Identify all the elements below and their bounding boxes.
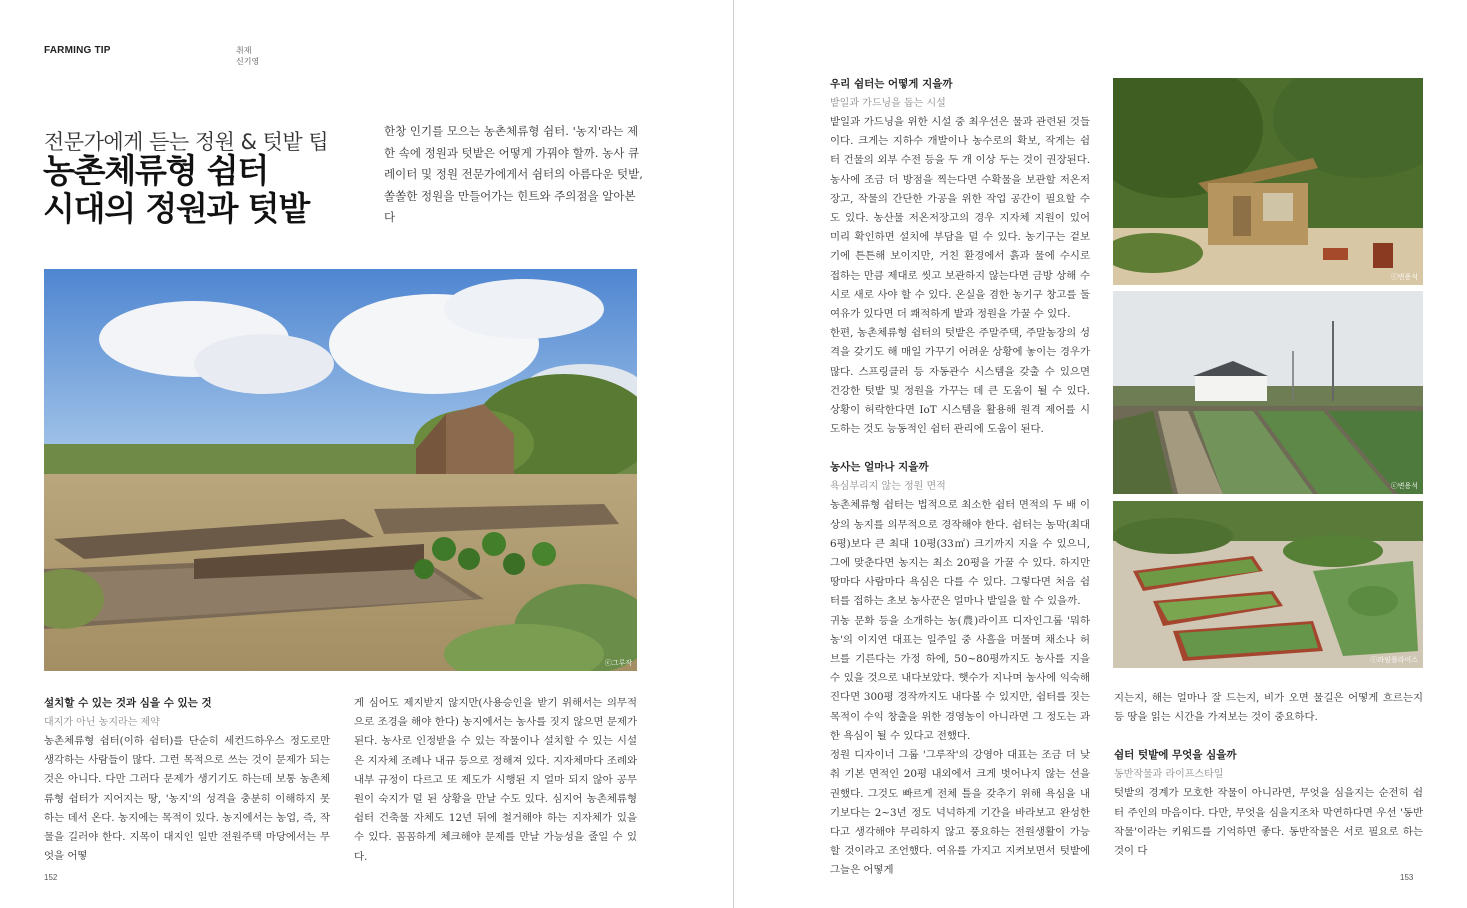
author-credit — [236, 45, 259, 67]
subheading-caption: 대지가 아닌 농지라는 제약 — [44, 717, 160, 728]
kitchen-garden-photo-credit: ⓒ라임플라이스 — [1370, 656, 1418, 664]
article-headline — [43, 152, 309, 228]
shed-photo-credit: ⓒ변용석 — [1390, 273, 1418, 281]
right-page — [734, 0, 1467, 908]
body-text: 귀농 문화 등을 소개하는 농(農)라이프 디자인그룹 '뭐하농'의 이지연 대표는 일주일 중 사흘을 머물며 채소나 허브를 기른다는 가정 하에, 50~80평까지도 농사를 지을 수 있을 것으로 내다보았다. 햇수가 지나며 농사에 익숙해진다면 300평 경작까지도 내다볼 수 있지만, 쉼터를 짓는 목적이 수익 창출을 위한 경영농이 아니라면 그 정도는 과한 욕심이 될 수 있다고 전했다. — [830, 614, 1090, 742]
field-photo — [1113, 291, 1423, 494]
subheading: 우리 쉼터는 어떻게 지을까 — [830, 78, 953, 90]
credit-name: 신기영 — [236, 57, 260, 66]
subheading: 농사는 얼마나 지을까 — [830, 461, 929, 474]
field-photo-credit: ⓒ변용석 — [1390, 482, 1418, 490]
subheading: 쉼터 텃밭에 무엇을 심을까 — [1114, 749, 1237, 762]
field-photo-illustration — [1113, 291, 1423, 494]
headline-line-1: 농촌체류형 쉼터 — [43, 151, 269, 190]
hero-garden-photo — [44, 269, 637, 671]
kitchen-garden-photo — [1113, 501, 1423, 668]
body-text: 밭일과 가드닝을 위한 시설 중 최우선은 물과 관련된 것들이다. 크게는 지하수 개발이나 농수로의 확보, 작게는 쉼터 건물의 외부 수전 등을 두 개 이상 두는 것이 권장된다. 농사에 조금 더 방점을 찍는다면 수확물을 보관할 저온저장고, 작물의 간단한 가공을 위한 작업 공간이 필요할 수도 있다. 농산물 저온저장고의 경우 지자체 지원이 있어 미리 확인하면 설치에 부담을 덜 수 있다. 농기구는 겉보기에 튼튼해 보이지만, 거친 환경에서 흙과 물에 수시로 접하는 만큼 제대로 씻고 보관하지 않는다면 금방 상해 수시로 새로 사야 할 수 있다. 온실을 겸한 농기구 창고를 둘 여유가 있다면 더 쾌적하게 밭과 정원을 가꿀 수 있다. — [830, 116, 1090, 321]
hero-photo-illustration — [44, 269, 637, 671]
subheading-caption: 밭일과 가드닝을 돕는 시설 — [830, 98, 946, 109]
page-number: 153 — [1400, 873, 1414, 882]
body-text: 정원 디자이너 그룹 '그루작'의 강영아 대표는 조금 더 낮춰 기본 면적인 20평 내외에서 크게 벗어나지 않는 선을 권했다. 그것도 빠르게 전체 틀을 갖추기 위해 욕심을 내기보다는 2~3년 정도 넉넉하게 기간을 바라보고 완성한다고 생각해야 무리하지 않고 풍요하는 전원생활이 가능할 것이라고 조언했다. 여유를 가지고 지켜보면서 텃밭에 그늘은 어떻게 — [830, 749, 1090, 877]
article-column-1 — [44, 694, 330, 866]
body-text: 한편, 농촌체류형 쉼터의 텃밭은 주말주택, 주말농장의 성격을 갖기도 해 매일 가꾸기 어려운 상황에 놓이는 경우가 많다. 스프링클러 등 자동관수 시스템을 갖출 수 있으면 건강한 텃밭 및 정원을 가꾸는 데 큰 도움이 될 수 있다. 상황이 허락한다면 IoT 시스템을 활용해 원격 제어를 시도하는 것도 능동적인 쉼터 관리에 도움이 된다. — [830, 327, 1090, 436]
subheading-caption: 동반작물과 라이프스타일 — [1114, 769, 1224, 781]
section-label: FARMING TIP — [44, 45, 111, 56]
shed-photo — [1113, 78, 1423, 285]
body-text: 게 심어도 제지받지 않지만(사용승인을 받기 위해서는 의무적으로 조경을 해야 한다) 농지에서는 농사를 짓지 않으면 문제가 된다. 농사로 인정받을 수 있는 작물이나 설치할 수 있는 시설은 지자체 조례나 내규 등으로 정해져 있다. 지자체마다 조례와 내부 규정이 다르고 또 제도가 시행된 지 얼마 되지 않아 공무원이 숙지가 덜 된 상황을 만날 수도 있다. 심지어 농촌체류형 쉼터 건축물 자체도 12년 뒤에 철거해야 하는 지자체가 있을 수 있다. 꼼꼼하게 체크해야 문제를 만날 가능성을 줄일 수 있다. — [354, 697, 637, 863]
body-text: 농촌체류형 쉼터(이하 쉼터)를 단순히 세컨드하우스 정도로만 생각하는 사람들이 많다. 그런 목적으로 쓰는 것이 문제가 되는 것은 아니다. 다만 그러다 문제가 생기기도 하는데 보통 농촌체류형 쉼터가 지어지는 땅, '농지'의 성격을 충분히 이해하지 못하는 데서 온다. 농지에는 목적이 있다. 농지에서는 농업, 즉, 작물을 길러야 한다. 지목이 대지인 일반 전원주택 마당에서는 무엇을 어떻 — [44, 735, 330, 863]
page-number: 152 — [44, 873, 58, 882]
left-page — [0, 0, 733, 908]
article-kicker: 전문가에게 듣는 정원 & 텃밭 팁 — [44, 130, 329, 154]
article-column-2 — [354, 694, 637, 867]
subheading: 설치할 수 있는 것과 심을 수 있는 것 — [44, 697, 212, 709]
hero-photo-credit: ⓒ그루작 — [604, 659, 632, 667]
headline-line-2: 시대의 정원과 텃밭 — [43, 189, 310, 228]
body-text: 텃밭의 경계가 모호한 작물이 아니라면, 무엇을 심을지는 순전히 쉼터 주인의 마음이다. 다만, 무엇을 심을지조차 막연하다면 우선 '동반작물'이라는 키워드를 기억하면 좋다. 동반작물은 서로 필요로 하는 것이 다 — [1114, 787, 1423, 858]
shed-photo-illustration — [1113, 78, 1423, 285]
article-column-4 — [1114, 689, 1423, 861]
kitchen-garden-illustration — [1113, 501, 1423, 668]
body-text: 지는지, 해는 얼마나 잘 드는지, 비가 오면 물길은 어떻게 흐르는지 등 땅을 읽는 시간을 가져보는 것이 중요하다. — [1114, 692, 1423, 724]
article-column-3 — [830, 75, 1090, 881]
subheading-caption: 욕심부리지 않는 정원 면적 — [830, 481, 946, 493]
credit-role: 취재 — [236, 46, 252, 55]
body-text: 농촌체류형 쉼터는 법적으로 최소한 쉼터 면적의 두 배 이상의 농지를 의무적으로 경작해야 한다. 쉼터는 농막(최대 6평)보다 큰 최대 10평(33㎡) 크기까지 지을 수 있으니, 그에 맞춘다면 농지는 최소 20평을 가꿀 수 있다. 하지만 땅마다 사람마다 욕심은 다를 수 있다. 그렇다면 처음 쉼터를 접하는 초보 농사꾼은 얼마나 밭일을 할 수 있을까. — [830, 499, 1090, 608]
article-lead: 한창 인기를 모으는 농촌체류형 쉼터. '농지'라는 제한 속에 정원과 텃밭은 어떻게 가꿔야 할까. 농사 큐레이터 및 정원 전문가에게서 쉼터의 아름다운 텃밭, 쏠쏠한 정원을 만들어가는 힌트와 주의점을 알아본다 — [384, 124, 643, 224]
